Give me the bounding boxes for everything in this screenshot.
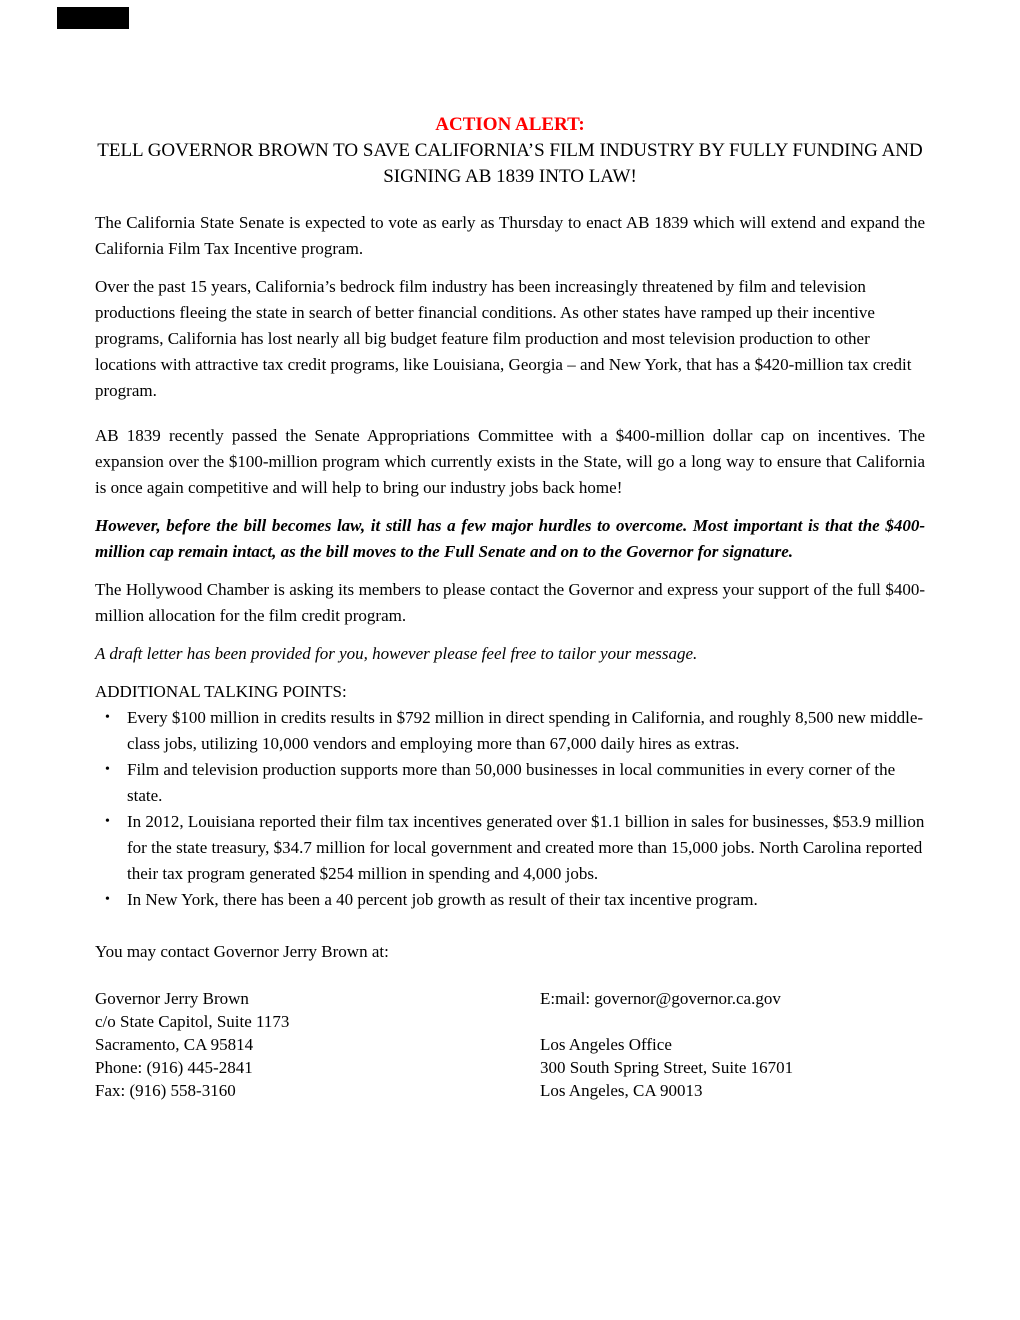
contact-intro: You may contact Governor Jerry Brown at: xyxy=(95,942,389,961)
headline: TELL GOVERNOR BROWN TO SAVE CALIFORNIA’S FILM INDUSTRY BY FULLY FUNDING AND SIGNING AB 1839 INTO LAW! xyxy=(97,140,923,187)
alert-title: ACTION ALERT: xyxy=(435,114,585,135)
contact-block xyxy=(95,987,925,1102)
contact-address-line: Sacramento, CA 95814 xyxy=(95,1035,254,1054)
contact-name: Governor Jerry Brown xyxy=(95,989,249,1008)
contact-phone: Phone: (916) 445-2841 xyxy=(95,1058,253,1077)
contact-column-la-office xyxy=(540,987,793,1102)
contact-address-line: c/o State Capitol, Suite 1173 xyxy=(95,1012,290,1031)
talking-point-item: • In 2012, Louisiana reported their film tax incentives generated over $1.1 billion in sales for businesses, $53.9 million for the state treasury, $34.7 million for local government and created more than 15,000 jobs. North Carolina reported their tax program generated $254 million in spending and 4,000 jobs. xyxy=(105,809,925,887)
talking-point-item: • Film and television production supports more than 50,000 businesses in local communities in every corner of the state. xyxy=(105,757,925,809)
talking-points-list xyxy=(95,705,925,913)
contact-fax: Fax: (916) 558-3160 xyxy=(95,1081,236,1100)
talking-points-heading: ADDITIONAL TALKING POINTS: xyxy=(95,682,347,701)
talking-point-item: • In New York, there has been a 40 percent job growth as result of their tax incentive program. xyxy=(105,887,925,913)
contact-column-capitol xyxy=(95,987,540,1102)
contact-office-street: 300 South Spring Street, Suite 16701 xyxy=(540,1058,794,1077)
redaction-mark xyxy=(57,7,129,29)
contact-office-city: Los Angeles, CA 90013 xyxy=(540,1081,703,1100)
paragraph-hurdles: However, before the bill becomes law, it still has a few major hurdles to overcome. Most important is that the $400-million cap remain intact, as the bill moves to the Full Senate and on to the Governor for signature. xyxy=(95,516,925,561)
paragraph-draft-letter: A draft letter has been provided for you, however please feel free to tailor your message. xyxy=(95,644,698,663)
document-header xyxy=(95,112,925,190)
paragraph-chamber-ask: The Hollywood Chamber is asking its members to please contact the Governor and express your support of the full $400-million allocation for the film credit program. xyxy=(95,580,925,625)
paragraph-senate-vote: The California State Senate is expected to vote as early as Thursday to enact AB 1839 which will extend and expand the California Film Tax Incentive program. xyxy=(95,213,925,258)
contact-office-label: Los Angeles Office xyxy=(540,1035,672,1054)
paragraph-industry-threatened: Over the past 15 years, California’s bedrock film industry has been increasingly threatened by film and television productions fleeing the state in search of better financial conditions. As other states have ramped up their incentive programs, California has lost nearly all big budget feature film production and most television production to other locations with attractive tax credit programs, like Louisiana, Georgia – and New York, that has a $420-million tax credit program. xyxy=(95,277,912,400)
paragraph-ab1839-passed: AB 1839 recently passed the Senate Appropriations Committee with a $400-million dollar cap on incentives. The expansion over the $100-million program which currently exists in the State, will go a long way to ensure that California is once again competitive and will help to bring our industry jobs back home! xyxy=(95,426,925,497)
contact-email: E:mail: governor@governor.ca.gov xyxy=(540,989,781,1008)
contact-spacer-line xyxy=(540,1010,793,1033)
talking-point-item: • Every $100 million in credits results in $792 million in direct spending in California, and roughly 8,500 new middle-class jobs, utilizing 10,000 vendors and employing more than 67,000 daily hires as extras. xyxy=(105,705,925,757)
